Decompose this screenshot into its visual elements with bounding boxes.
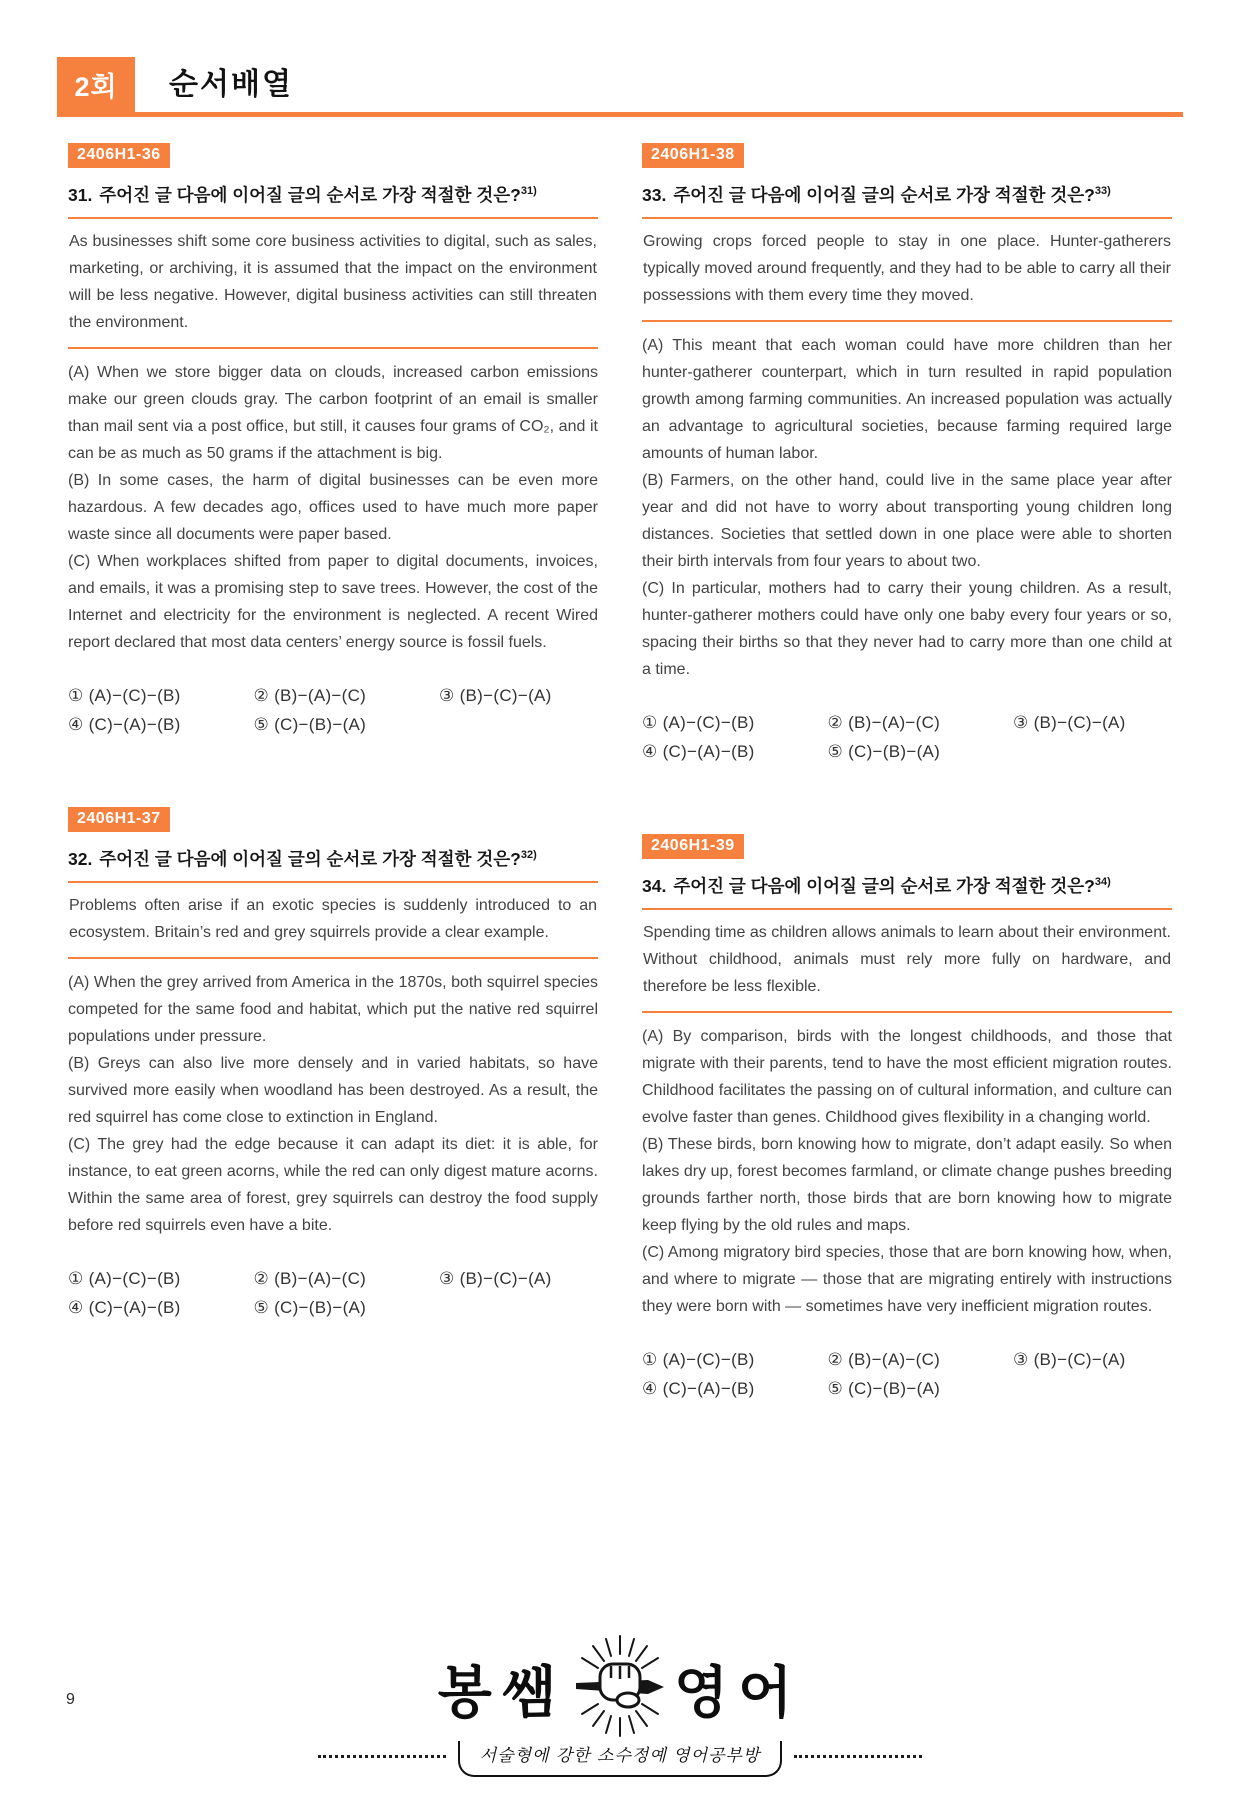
dotted-line-left — [318, 1755, 446, 1758]
option-1: ① (A)−(C)−(B) — [642, 713, 755, 732]
option-3: ③ (B)−(C)−(A) — [439, 686, 552, 705]
paragraph-a: (A) When we store bigger data on clouds, increased carbon emissions make our green clouds gray. The carbon footprint of an email is smaller than mail sent via a post office, but still, it causes four grams of CO₂, and it can be as much as 50 grams if the attachment is big. — [68, 364, 598, 462]
question-31 — [68, 143, 598, 735]
given-passage: Growing crops forced people to stay in one place. Hunter-gatherers typically moved around frequently, and they had to be able to carry all their possessions with them every time they moved. — [642, 217, 1172, 322]
question-tag: 2406H1-38 — [642, 143, 744, 168]
question-number: 32. — [68, 849, 93, 869]
option-4: ④ (C)−(A)−(B) — [68, 715, 181, 734]
question-tag: 2406H1-37 — [68, 807, 170, 832]
question-number: 31. — [68, 185, 93, 205]
answer-paragraphs — [642, 332, 1172, 683]
option-1: ① (A)−(C)−(B) — [68, 686, 181, 705]
given-passage: As businesses shift some core business activities to digital, such as sales, marketing, or archiving, it is assumed that the impact on the environment will be less negative. However, digital business activities can still threaten the environment. — [68, 217, 598, 349]
question-columns — [0, 117, 1240, 1399]
answer-options — [642, 1350, 1172, 1399]
dotted-line-right — [794, 1755, 922, 1758]
slogan-text: 서술형에 강한 소수정예 영어공부방 — [479, 1746, 761, 1766]
paragraph-b: (B) In some cases, the harm of digital businesses can be even more hazardous. A few decades ago, offices used to have much more paper waste since all documents were paper based. — [68, 472, 598, 543]
question-prompt-text: 주어진 글 다음에 이어질 글의 순서로 가장 적절한 것은? — [673, 876, 1095, 896]
paragraph-b: (B) Farmers, on the other hand, could live in the same place year after year and did not have to worry about transporting young children long distances. Societies that settled down in one place were able to shorten their birth intervals from four years to about two. — [642, 472, 1172, 570]
option-1: ① (A)−(C)−(B) — [68, 1269, 181, 1288]
round-badge: 2회 — [57, 57, 135, 112]
question-prompt — [68, 182, 598, 207]
option-3: ③ (B)−(C)−(A) — [439, 1269, 552, 1288]
logo-text-right: 영어 — [674, 1660, 803, 1724]
question-prompt-text: 주어진 글 다음에 이어질 글의 순서로 가장 적절한 것은? — [673, 185, 1095, 205]
left-column — [68, 143, 598, 1399]
option-5: ⑤ (C)−(B)−(A) — [827, 742, 941, 761]
slogan-bracket — [458, 1741, 783, 1777]
paragraph-c: (C) When workplaces shifted from paper to digital documents, invoices, and emails, it was a promising step to save trees. However, the cost of the Internet and electricity for the environment is neglected. A recent Wired report declared that most data centers’ energy source is fossil fuels. — [68, 553, 598, 651]
paragraph-a: (A) This meant that each woman could have more children than her hunter-gatherer counterpart, which in turn resulted in rapid population growth among farming communities. An increased population was actually an advantage to agricultural societies, because farming required large amounts of human labor. — [642, 337, 1172, 462]
question-prompt — [68, 846, 598, 871]
paragraph-c: (C) The grey had the edge because it can adapt its diet: it is able, for instance, to eat green acorns, while the red can only digest mature acorns. Within the same area of forest, grey squirrels can destroy the food supply before red squirrels even have a bite. — [68, 1136, 598, 1234]
option-3: ③ (B)−(C)−(A) — [1013, 713, 1126, 732]
right-column — [642, 143, 1172, 1399]
option-4: ④ (C)−(A)−(B) — [68, 1298, 181, 1317]
given-passage: Spending time as children allows animals to learn about their environment. Without childhood, animals must rely more fully on hardware, and therefore be less flexible. — [642, 908, 1172, 1013]
answer-options — [68, 686, 598, 735]
option-2: ② (B)−(A)−(C) — [827, 713, 941, 732]
answer-options — [642, 713, 1172, 762]
option-2: ② (B)−(A)−(C) — [253, 1269, 367, 1288]
option-2: ② (B)−(A)−(C) — [253, 686, 367, 705]
option-5: ⑤ (C)−(B)−(A) — [827, 1379, 941, 1398]
brand-logo — [0, 1634, 1240, 1777]
answer-paragraphs — [642, 1023, 1172, 1320]
answer-options — [68, 1269, 598, 1318]
paragraph-b: (B) Greys can also live more densely and in varied habitats, so have survived more easily when woodland has been destroyed. As a result, the red squirrel has come close to extinction in England. — [68, 1055, 598, 1126]
footnote-marker: 31) — [520, 185, 537, 198]
footnote-marker: 33) — [1094, 185, 1111, 198]
answer-paragraphs — [68, 359, 598, 656]
question-34 — [642, 834, 1172, 1399]
paragraph-c: (C) Among migratory bird species, those that are born knowing how, when, and where to migrate — those that are migrating entirely with instructions they were born with — sometimes have very inefficient migration routes. — [642, 1244, 1172, 1315]
question-prompt-text: 주어진 글 다음에 이어질 글의 순서로 가장 적절한 것은? — [99, 185, 521, 205]
footnote-marker: 32) — [520, 849, 537, 862]
option-5: ⑤ (C)−(B)−(A) — [253, 1298, 367, 1317]
question-prompt-text: 주어진 글 다음에 이어질 글의 순서로 가장 적절한 것은? — [99, 849, 521, 869]
option-4: ④ (C)−(A)−(B) — [642, 1379, 755, 1398]
page-number: 9 — [66, 1691, 75, 1708]
option-4: ④ (C)−(A)−(B) — [642, 742, 755, 761]
footnote-marker: 34) — [1094, 876, 1111, 889]
fist-pen-logo-icon — [572, 1634, 668, 1743]
answer-paragraphs — [68, 969, 598, 1239]
question-number: 34. — [642, 876, 667, 896]
page-title: 순서배열 — [169, 68, 293, 101]
option-5: ⑤ (C)−(B)−(A) — [253, 715, 367, 734]
question-tag: 2406H1-39 — [642, 834, 744, 859]
paragraph-a: (A) When the grey arrived from America in the 1870s, both squirrel species competed for the same food and habitat, which put the native red squirrel populations under pressure. — [68, 974, 598, 1045]
paragraph-a: (A) By comparison, birds with the longest childhoods, and those that migrate with their parents, tend to have the most efficient migration routes. Childhood facilitates the passing on of cultural information, and culture can evolve faster than genes. Childhood gives flexibility in a changing world. — [642, 1028, 1172, 1126]
question-prompt — [642, 182, 1172, 207]
page-header — [57, 57, 1183, 117]
option-1: ① (A)−(C)−(B) — [642, 1350, 755, 1369]
paragraph-c: (C) In particular, mothers had to carry their young children. As a result, hunter-gatherer mothers could have only one baby every four years or so, spacing their births so that they never had to carry more than one child at a time. — [642, 580, 1172, 678]
question-33 — [642, 143, 1172, 762]
option-2: ② (B)−(A)−(C) — [827, 1350, 941, 1369]
given-passage: Problems often arise if an exotic species is suddenly introduced to an ecosystem. Britain’s red and grey squirrels provide a clear example. — [68, 881, 598, 959]
paragraph-b: (B) These birds, born knowing how to migrate, don’t adapt easily. So when lakes dry up, forest becomes farmland, or climate change pushes breeding grounds farther north, those birds that are born knowing how to migrate keep flying by the old rules and maps. — [642, 1136, 1172, 1234]
option-3: ③ (B)−(C)−(A) — [1013, 1350, 1126, 1369]
logo-text-left: 봉쌤 — [437, 1660, 566, 1724]
question-prompt — [642, 873, 1172, 898]
question-tag: 2406H1-36 — [68, 143, 170, 168]
question-number: 33. — [642, 185, 667, 205]
question-32 — [68, 807, 598, 1318]
